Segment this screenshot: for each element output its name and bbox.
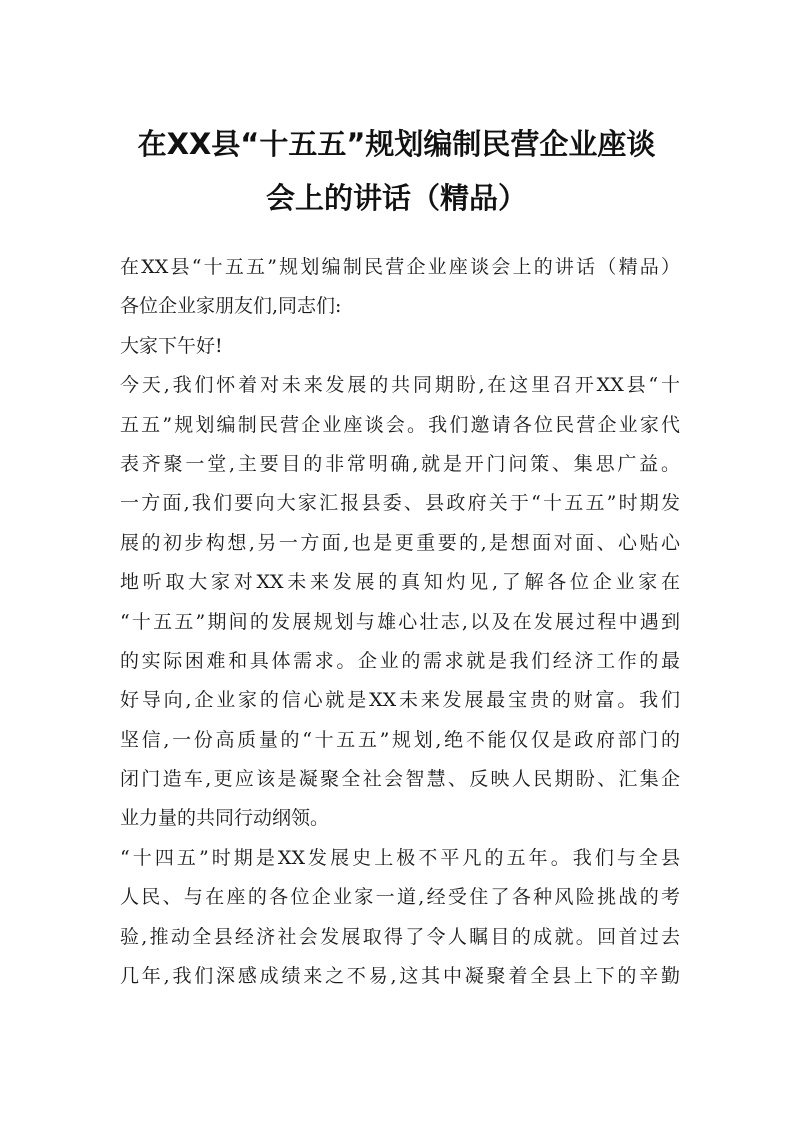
body-line: 业力量的共同行动纲领。 xyxy=(120,807,330,830)
document-title-line-1: 在XX县“十五五”规划编制民营企业座谈 xyxy=(137,127,656,161)
body-line: 的实际困难和具体需求。企业的需求就是我们经济工作的最 xyxy=(120,649,680,672)
body-line: 闭门造车,更应该是凝聚全社会智慧、反映人民期盼、汇集企 xyxy=(120,768,680,791)
body-line: 几年,我们深感成绩来之不易,这其中凝聚着全县上下的辛勤 xyxy=(120,965,680,988)
document-title-line-2: 会上的讲话（精品） xyxy=(265,181,527,215)
body-line: 五五”规划编制民营企业座谈会。我们邀请各位民营企业家代 xyxy=(120,413,680,436)
body-line: 表齐聚一堂,主要目的非常明确,就是开门问策、集思广益。 xyxy=(120,452,680,475)
body-line: 在XX县“十五五”规划编制民营企业座谈会上的讲话（精品） xyxy=(120,256,680,278)
body-line: 验,推动全县经济社会发展取得了令人瞩目的成就。回首过去 xyxy=(120,925,680,948)
body-line: 坚信,一份高质量的“十五五”规划,绝不能仅仅是政府部门的 xyxy=(120,728,680,751)
body-line: 一方面,我们要向大家汇报县委、县政府关于“十五五”时期发 xyxy=(120,492,680,515)
body-line: “十四五”时期是XX发展史上极不平凡的五年。我们与全县 xyxy=(120,846,680,869)
body-line: 各位企业家朋友们,同志们: xyxy=(120,295,342,318)
body-line: 今天,我们怀着对未来发展的共同期盼,在这里召开XX县“十 xyxy=(120,374,680,397)
body-line: 人民、与在座的各位企业家一道,经受住了各种风险挑战的考 xyxy=(120,886,680,909)
body-line: 地听取大家对XX未来发展的真知灼见,了解各位企业家在 xyxy=(120,571,680,594)
body-line: “十五五”期间的发展规划与雄心壮志,以及在发展过程中遇到 xyxy=(120,610,680,633)
body-line: 大家下午好! xyxy=(120,334,223,357)
body-line: 好导向,企业家的信心就是XX未来发展最宝贵的财富。我们 xyxy=(120,689,680,712)
document-body xyxy=(120,248,680,996)
body-line: 展的初步构想,另一方面,也是更重要的,是想面对面、心贴心 xyxy=(120,531,680,554)
